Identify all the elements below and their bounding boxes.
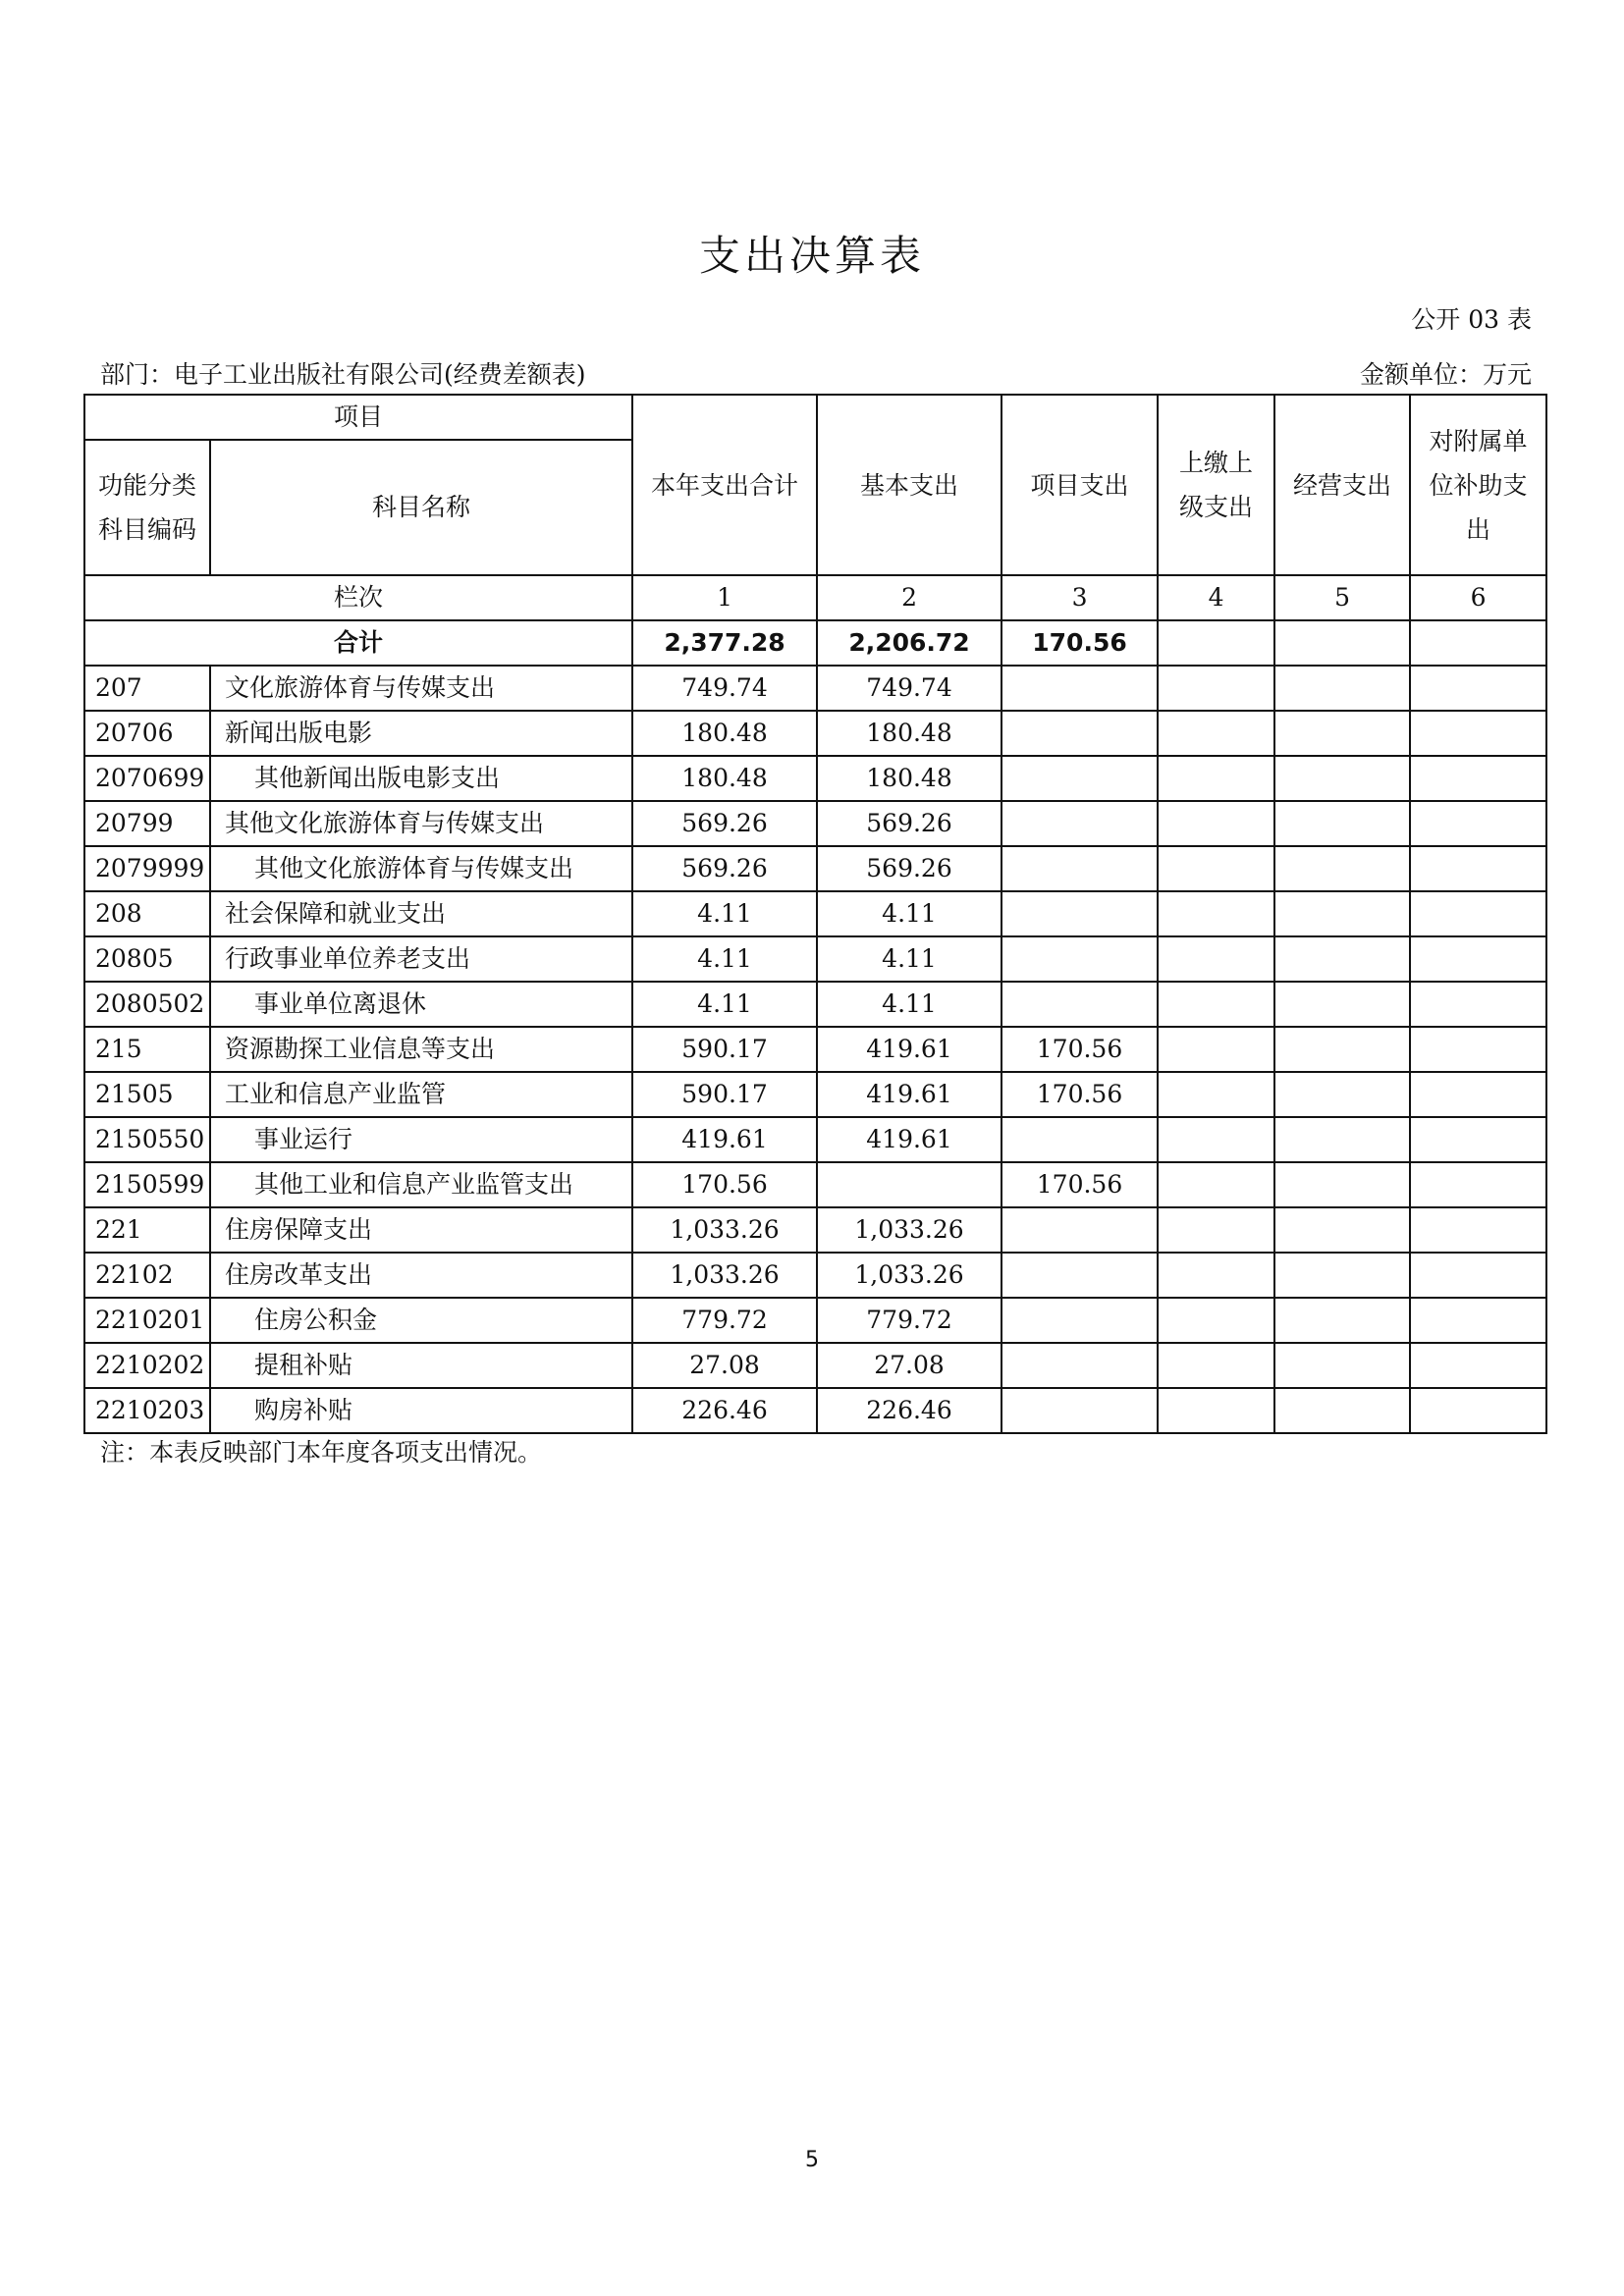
amount-cell <box>1410 1298 1546 1343</box>
amount-cell: 569.26 <box>817 846 1001 891</box>
subject-code: 20706 <box>84 711 210 756</box>
amount-cell <box>1158 1027 1274 1072</box>
subject-name: 其他工业和信息产业监管支出 <box>210 1162 632 1207</box>
amount-cell: 1,033.26 <box>817 1207 1001 1253</box>
amount-cell <box>1274 1117 1410 1162</box>
amount-cell <box>1158 1298 1274 1343</box>
col-num: 2 <box>817 575 1001 620</box>
amount-cell <box>1001 936 1158 982</box>
header-item: 项目 <box>84 395 632 440</box>
amount-cell <box>1410 1388 1546 1433</box>
col-num: 6 <box>1410 575 1546 620</box>
subject-code: 2210203 <box>84 1388 210 1433</box>
table-note: 注：本表反映部门本年度各项支出情况。 <box>100 1438 543 1467</box>
total-label: 合计 <box>84 620 632 666</box>
header-project: 项目支出 <box>1001 395 1158 575</box>
amount-cell: 4.11 <box>817 936 1001 982</box>
table-row <box>84 711 1546 756</box>
amount-cell <box>1001 1298 1158 1343</box>
table-row <box>84 1162 1546 1207</box>
table-row <box>84 1207 1546 1253</box>
header-subsidy: 对附属单位补助支出 <box>1410 395 1546 575</box>
amount-cell <box>1158 1117 1274 1162</box>
amount-cell <box>1410 1162 1546 1207</box>
subject-name: 事业单位离退休 <box>210 982 632 1027</box>
amount-cell: 4.11 <box>817 891 1001 936</box>
amount-cell: 419.61 <box>817 1117 1001 1162</box>
amount-cell <box>1274 846 1410 891</box>
amount-cell: 590.17 <box>632 1072 817 1117</box>
amount-cell <box>1001 756 1158 801</box>
amount-cell: 569.26 <box>817 801 1001 846</box>
amount-cell <box>1001 1343 1158 1388</box>
amount-cell: 419.61 <box>817 1072 1001 1117</box>
col-num: 3 <box>1001 575 1158 620</box>
subject-name: 住房公积金 <box>210 1298 632 1343</box>
col-num: 1 <box>632 575 817 620</box>
amount-cell <box>1158 891 1274 936</box>
amount-cell <box>1274 1027 1410 1072</box>
subject-name: 工业和信息产业监管 <box>210 1072 632 1117</box>
subject-code: 20799 <box>84 801 210 846</box>
subject-code: 2210202 <box>84 1343 210 1388</box>
table-row <box>84 1298 1546 1343</box>
amount-cell <box>1410 1117 1546 1162</box>
amount-cell <box>1001 666 1158 711</box>
amount-cell <box>1274 1388 1410 1433</box>
subject-name: 购房补贴 <box>210 1388 632 1433</box>
amount-cell: 779.72 <box>632 1298 817 1343</box>
header-code: 功能分类科目编码 <box>84 440 210 575</box>
amount-cell <box>1001 891 1158 936</box>
amount-cell <box>1001 711 1158 756</box>
department-label: 部门：电子工业出版社有限公司(经费差额表) <box>100 360 586 389</box>
subject-name: 其他文化旅游体育与传媒支出 <box>210 801 632 846</box>
subject-code: 207 <box>84 666 210 711</box>
amount-cell <box>1158 1253 1274 1298</box>
amount-cell <box>1274 891 1410 936</box>
amount-cell: 27.08 <box>632 1343 817 1388</box>
amount-cell: 226.46 <box>817 1388 1001 1433</box>
amount-cell <box>817 1162 1001 1207</box>
table-row <box>84 846 1546 891</box>
amount-cell <box>1274 756 1410 801</box>
amount-cell <box>1274 1298 1410 1343</box>
total-row <box>84 620 1546 666</box>
column-number-row <box>84 575 1546 620</box>
amount-cell: 4.11 <box>632 891 817 936</box>
table-row <box>84 936 1546 982</box>
subject-name: 事业运行 <box>210 1117 632 1162</box>
subject-code: 2210201 <box>84 1298 210 1343</box>
amount-cell <box>1410 1343 1546 1388</box>
amount-cell: 170.56 <box>1001 1027 1158 1072</box>
amount-cell <box>1410 1072 1546 1117</box>
subject-name: 行政事业单位养老支出 <box>210 936 632 982</box>
amount-cell: 170.56 <box>1001 1072 1158 1117</box>
total-value <box>1274 620 1410 666</box>
subject-name: 资源勘探工业信息等支出 <box>210 1027 632 1072</box>
amount-cell: 569.26 <box>632 801 817 846</box>
amount-cell <box>1158 711 1274 756</box>
table-row <box>84 1117 1546 1162</box>
col-num: 4 <box>1158 575 1274 620</box>
table-row <box>84 1388 1546 1433</box>
table-row <box>84 756 1546 801</box>
subject-code: 208 <box>84 891 210 936</box>
subject-name: 其他文化旅游体育与传媒支出 <box>210 846 632 891</box>
amount-cell: 180.48 <box>632 711 817 756</box>
amount-cell <box>1274 1072 1410 1117</box>
table-row <box>84 891 1546 936</box>
amount-cell <box>1274 1343 1410 1388</box>
amount-cell <box>1274 711 1410 756</box>
amount-cell: 180.48 <box>632 756 817 801</box>
amount-cell <box>1158 1388 1274 1433</box>
subject-code: 22102 <box>84 1253 210 1298</box>
amount-cell <box>1158 801 1274 846</box>
amount-cell <box>1274 1253 1410 1298</box>
amount-cell <box>1410 1027 1546 1072</box>
amount-cell: 1,033.26 <box>632 1253 817 1298</box>
subject-name: 新闻出版电影 <box>210 711 632 756</box>
amount-cell <box>1410 1253 1546 1298</box>
amount-cell <box>1410 982 1546 1027</box>
amount-cell <box>1410 756 1546 801</box>
subject-name: 提租补贴 <box>210 1343 632 1388</box>
table-row <box>84 666 1546 711</box>
amount-cell <box>1001 1388 1158 1433</box>
amount-cell: 749.74 <box>632 666 817 711</box>
amount-cell <box>1274 936 1410 982</box>
amount-cell <box>1410 1207 1546 1253</box>
table-row <box>84 1343 1546 1388</box>
amount-cell <box>1410 891 1546 936</box>
amount-cell: 419.61 <box>817 1027 1001 1072</box>
amount-cell <box>1158 846 1274 891</box>
amount-cell <box>1158 1207 1274 1253</box>
subject-code: 21505 <box>84 1072 210 1117</box>
amount-cell <box>1001 1117 1158 1162</box>
header-upper: 上缴上级支出 <box>1158 395 1274 575</box>
expenditure-table <box>83 394 1547 1434</box>
subject-name: 文化旅游体育与传媒支出 <box>210 666 632 711</box>
amount-cell <box>1001 801 1158 846</box>
total-value: 2,377.28 <box>632 620 817 666</box>
amount-cell <box>1001 1253 1158 1298</box>
subject-name: 住房改革支出 <box>210 1253 632 1298</box>
amount-cell: 4.11 <box>632 982 817 1027</box>
header-business: 经营支出 <box>1274 395 1410 575</box>
amount-cell: 569.26 <box>632 846 817 891</box>
amount-cell: 4.11 <box>817 982 1001 1027</box>
page-number: 5 <box>805 2148 819 2172</box>
subject-code: 20805 <box>84 936 210 982</box>
amount-cell <box>1158 1343 1274 1388</box>
amount-cell: 419.61 <box>632 1117 817 1162</box>
subject-code: 2150550 <box>84 1117 210 1162</box>
subject-code: 2079999 <box>84 846 210 891</box>
amount-cell <box>1274 666 1410 711</box>
table-row <box>84 1027 1546 1072</box>
column-label: 栏次 <box>84 575 632 620</box>
amount-cell: 180.48 <box>817 756 1001 801</box>
header-total: 本年支出合计 <box>632 395 817 575</box>
amount-cell: 1,033.26 <box>817 1253 1001 1298</box>
amount-cell <box>1410 711 1546 756</box>
subject-name: 住房保障支出 <box>210 1207 632 1253</box>
col-num: 5 <box>1274 575 1410 620</box>
subject-name: 其他新闻出版电影支出 <box>210 756 632 801</box>
amount-cell <box>1274 982 1410 1027</box>
amount-cell: 749.74 <box>817 666 1001 711</box>
subject-code: 221 <box>84 1207 210 1253</box>
amount-cell <box>1001 1207 1158 1253</box>
page-title: 支出决算表 <box>698 232 925 280</box>
amount-cell: 180.48 <box>817 711 1001 756</box>
amount-cell <box>1410 666 1546 711</box>
header-name: 科目名称 <box>210 440 632 575</box>
subject-code: 2070699 <box>84 756 210 801</box>
amount-cell: 779.72 <box>817 1298 1001 1343</box>
amount-cell <box>1274 1162 1410 1207</box>
amount-cell <box>1158 666 1274 711</box>
subject-code: 2150599 <box>84 1162 210 1207</box>
amount-cell <box>1158 756 1274 801</box>
subject-code: 215 <box>84 1027 210 1072</box>
header-basic: 基本支出 <box>817 395 1001 575</box>
amount-cell <box>1410 936 1546 982</box>
amount-cell: 1,033.26 <box>632 1207 817 1253</box>
total-value: 2,206.72 <box>817 620 1001 666</box>
amount-cell: 4.11 <box>632 936 817 982</box>
amount-cell <box>1410 801 1546 846</box>
amount-cell <box>1410 846 1546 891</box>
header-row-top <box>84 395 1546 440</box>
total-value <box>1158 620 1274 666</box>
amount-cell: 590.17 <box>632 1027 817 1072</box>
amount-cell <box>1274 1207 1410 1253</box>
subject-name: 社会保障和就业支出 <box>210 891 632 936</box>
amount-cell: 170.56 <box>632 1162 817 1207</box>
amount-cell <box>1158 1162 1274 1207</box>
subject-code: 2080502 <box>84 982 210 1027</box>
amount-cell: 27.08 <box>817 1343 1001 1388</box>
amount-unit-label: 金额单位：万元 <box>1359 360 1532 389</box>
table-code: 公开 03 表 <box>1411 305 1532 334</box>
amount-cell: 170.56 <box>1001 1162 1158 1207</box>
table-row <box>84 801 1546 846</box>
amount-cell: 226.46 <box>632 1388 817 1433</box>
table-row <box>84 1253 1546 1298</box>
table-row <box>84 1072 1546 1117</box>
total-value: 170.56 <box>1001 620 1158 666</box>
amount-cell <box>1158 1072 1274 1117</box>
amount-cell <box>1274 801 1410 846</box>
amount-cell <box>1001 846 1158 891</box>
amount-cell <box>1158 936 1274 982</box>
amount-cell <box>1001 982 1158 1027</box>
total-value <box>1410 620 1546 666</box>
table-row <box>84 982 1546 1027</box>
amount-cell <box>1158 982 1274 1027</box>
